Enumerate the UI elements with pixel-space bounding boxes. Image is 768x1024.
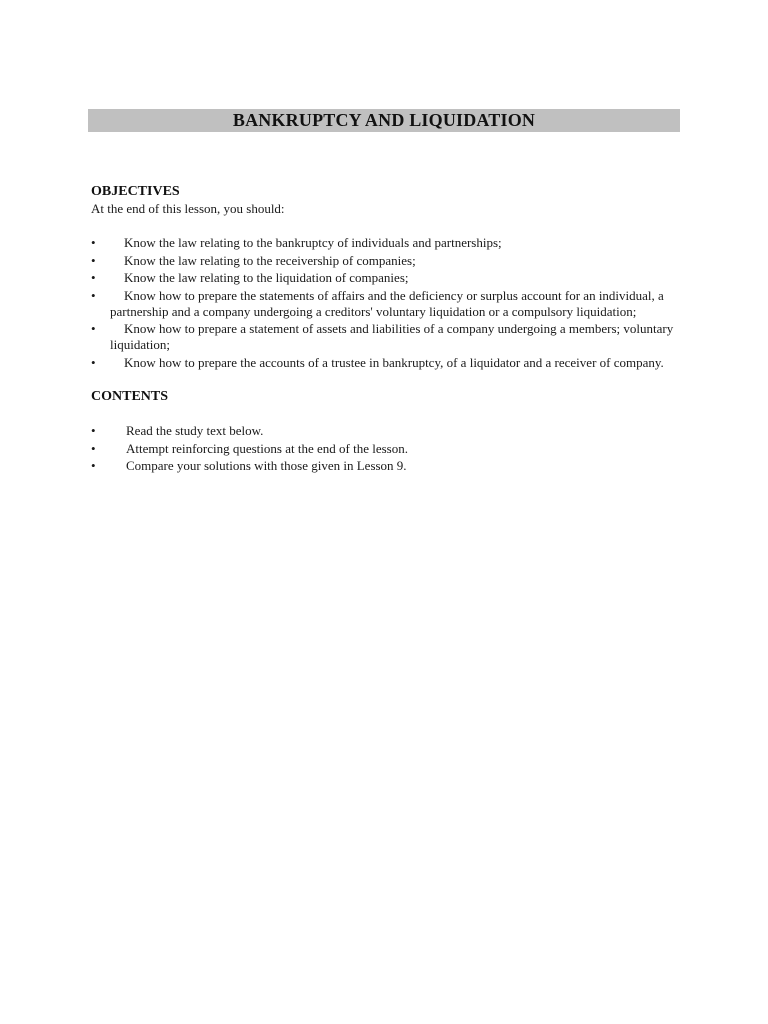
objective-text-line1: Know how to prepare a statement of assets and liabilities of a company undergoing a members; voluntary <box>124 321 674 336</box>
list-item <box>91 423 691 439</box>
list-item <box>91 458 691 474</box>
objective-text-line2: liquidation; <box>110 337 170 352</box>
contents-text: Attempt reinforcing questions at the end of the lesson. <box>126 440 408 456</box>
objectives-list <box>91 235 691 371</box>
list-item <box>91 253 691 269</box>
objective-text: Know the law relating to the receivership of companies; <box>124 252 416 268</box>
objective-text-line1: Know how to prepare the statements of affairs and the deficiency or surplus account for an individual, a <box>124 287 664 303</box>
title-banner <box>88 109 680 132</box>
contents-text: Read the study text below. <box>126 423 264 438</box>
list-item <box>91 288 691 320</box>
bullet-icon: • <box>91 354 96 370</box>
list-item <box>91 321 691 353</box>
bullet-icon: • <box>91 321 96 336</box>
objectives-list-container <box>91 235 691 372</box>
contents-list <box>91 423 691 474</box>
list-item <box>91 235 691 251</box>
list-item <box>91 441 691 457</box>
contents-section <box>91 388 691 405</box>
bullet-icon: • <box>91 458 96 473</box>
objective-text-line2: partnership and a company undergoing a creditors' voluntary liquidation or a compulsory liquidation; <box>110 303 637 319</box>
objectives-intro: At the end of this lesson, you should: <box>91 201 285 216</box>
bullet-icon: • <box>91 270 96 285</box>
contents-heading: CONTENTS <box>91 389 169 404</box>
bullet-icon: • <box>91 440 96 456</box>
objective-text: Know the law relating to the bankruptcy of individuals and partnerships; <box>124 235 502 250</box>
objectives-section <box>91 183 691 217</box>
bullet-icon: • <box>91 287 96 303</box>
list-item <box>91 355 691 371</box>
contents-list-container <box>91 423 691 476</box>
list-item <box>91 270 691 286</box>
bullet-icon: • <box>91 235 96 250</box>
bullet-icon: • <box>91 252 96 268</box>
bullet-icon: • <box>91 423 96 438</box>
objective-text: Know the law relating to the liquidation of companies; <box>124 270 409 285</box>
document-title: BANKRUPTCY AND LIQUIDATION <box>232 110 536 130</box>
objective-text: Know how to prepare the accounts of a trustee in bankruptcy, of a liquidator and a receiver of company. <box>124 354 664 370</box>
objectives-heading: OBJECTIVES <box>91 184 180 199</box>
contents-text: Compare your solutions with those given in Lesson 9. <box>126 458 407 473</box>
